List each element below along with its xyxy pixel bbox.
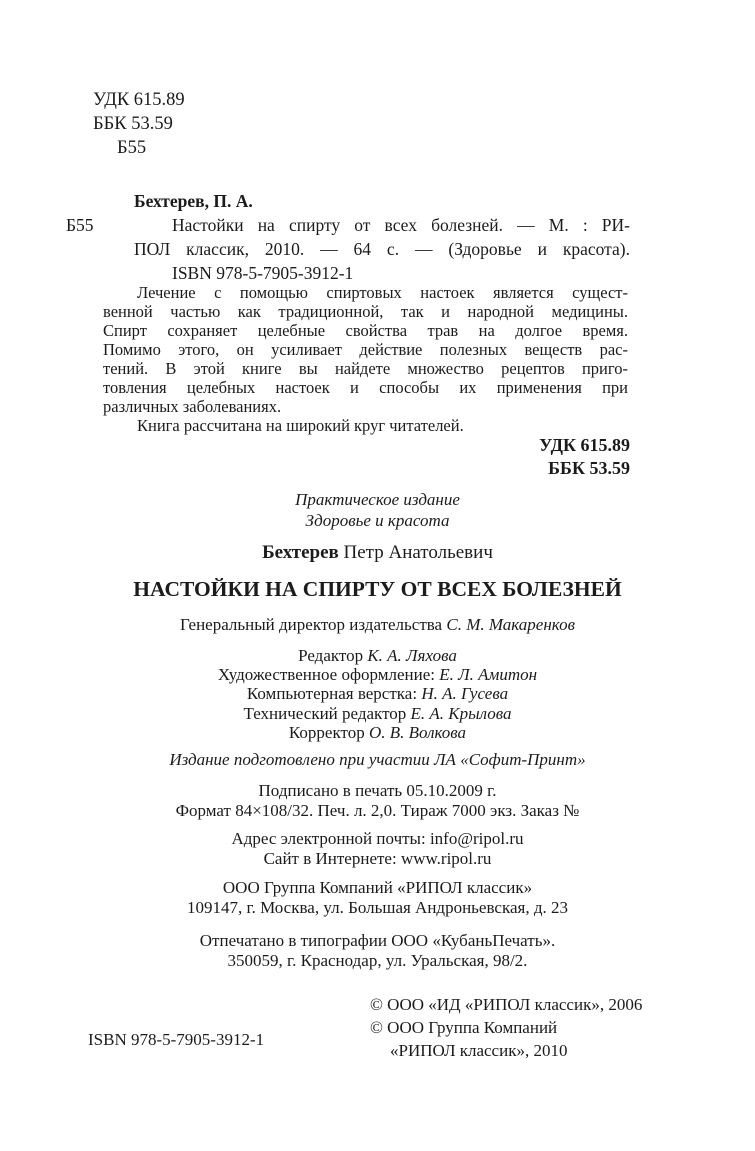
staff-role: Художественное оформление: — [217, 665, 440, 685]
director-label: Генеральный директор издательства — [180, 615, 447, 634]
signed-to-print-line: Подписано в печать 05.10.2009 г. — [258, 781, 497, 800]
staff-name: Н. А. Гусева — [421, 684, 509, 704]
staff-name: К. А. Ляхова — [367, 646, 457, 665]
right-catalog-codes — [539, 434, 630, 480]
staff-line — [0, 665, 755, 684]
edition-type: Практическое издание — [295, 490, 460, 509]
staff-name: Е. А. Крылова — [410, 703, 512, 723]
annotation-paragraph — [103, 283, 628, 435]
staff-line — [0, 723, 755, 742]
publisher-block — [0, 878, 755, 918]
card-line: Настойки на спирту от всех болезней. — М. : РИ- — [172, 215, 630, 235]
card-line: ПОЛ классик, 2010. — 64 с. — (Здоровье и красота). — [134, 239, 630, 259]
annotation-line: тений. В этой книге вы найдете множество рецептов приго- — [103, 359, 628, 378]
staff-block — [0, 646, 755, 742]
copyright-line: © ООО «ИД «РИПОЛ классик», 2006 — [370, 995, 643, 1014]
card-author: Бехтерев, П. А. — [134, 191, 253, 211]
staff-name: О. В. Волкова — [368, 722, 467, 742]
author-given-names: Петр Анатольевич — [343, 542, 493, 563]
staff-role: Редактор — [298, 646, 368, 665]
printery-address: 350059, г. Краснодар, ул. Уральская, 98/2. — [227, 951, 528, 970]
book-title: НАСТОЙКИ НА СПИРТУ ОТ ВСЕХ БОЛЕЗНЕЙ — [133, 577, 622, 601]
staff-role: Компьютерная верстка: — [246, 684, 422, 704]
top-catalog-codes — [93, 88, 185, 160]
copyright-line: «РИПОЛ классик», 2010 — [390, 1041, 568, 1060]
bbk-code: ББК 53.59 — [93, 114, 173, 134]
author-sign-code: Б55 — [117, 138, 147, 158]
staff-line — [0, 684, 755, 703]
bbk-code-bold: ББК 53.59 — [548, 458, 630, 478]
isbn-bottom: ISBN 978-5-7905-3912-1 — [88, 1030, 265, 1049]
staff-name: Е. Л. Амитон — [439, 665, 538, 685]
publisher-address: 109147, г. Москва, ул. Большая Андроньевская, д. 23 — [187, 898, 568, 917]
staff-line — [0, 704, 755, 723]
annotation-line: товления целебных настоек и способы их применения при — [103, 378, 628, 397]
email-line: Адрес электронной почты: info@ripol.ru — [231, 829, 524, 848]
annotation-line: Спирт сохраняет целебные свойства трав на долгое время. — [103, 321, 628, 340]
printery-block — [0, 931, 755, 971]
director-name: С. М. Макаренков — [446, 615, 575, 634]
annotation-line: венной частью как традиционной, так и народной медицины. — [103, 302, 628, 321]
edition-type-block — [0, 490, 755, 531]
annotation-line: Лечение с помощью спиртовых настоек является сущест- — [137, 283, 628, 302]
series-name: Здоровье и красота — [305, 510, 450, 530]
participation-line: Издание подготовлено при участии ЛА «Софит-Принт» — [169, 750, 586, 769]
udk-code: УДК 615.89 — [93, 90, 185, 110]
contacts-block — [0, 829, 755, 869]
annotation-line: Помимо этого, он усиливает действие полезных веществ рас- — [103, 340, 628, 359]
author-surname: Бехтерев — [262, 542, 344, 563]
director-line — [0, 615, 755, 635]
staff-line — [0, 646, 755, 665]
staff-role: Технический редактор — [243, 703, 411, 723]
print-info-block — [0, 781, 755, 821]
annotation-line: Книга рассчитана на широкий круг читателей. — [137, 416, 464, 435]
card-isbn: ISBN 978-5-7905-3912-1 — [172, 263, 354, 283]
annotation-line: различных заболеваниях. — [103, 397, 282, 416]
catalog-card — [66, 189, 630, 285]
copyright-block — [370, 993, 642, 1062]
publisher-name: ООО Группа Компаний «РИПОЛ классик» — [222, 878, 533, 897]
website-line: Сайт в Интернете: www.ripol.ru — [263, 849, 492, 868]
author-full-name — [0, 542, 755, 564]
copyright-line: © ООО Группа Компаний — [370, 1018, 558, 1037]
format-line: Формат 84×108/32. Печ. л. 2,0. Тираж 7000 экз. Заказ № — [175, 801, 580, 820]
printery-name: Отпечатано в типографии ООО «КубаньПечать». — [199, 931, 556, 950]
staff-role: Корректор — [288, 722, 369, 742]
udk-code-bold: УДК 615.89 — [539, 435, 630, 455]
card-author-sign: Б55 — [66, 215, 94, 235]
